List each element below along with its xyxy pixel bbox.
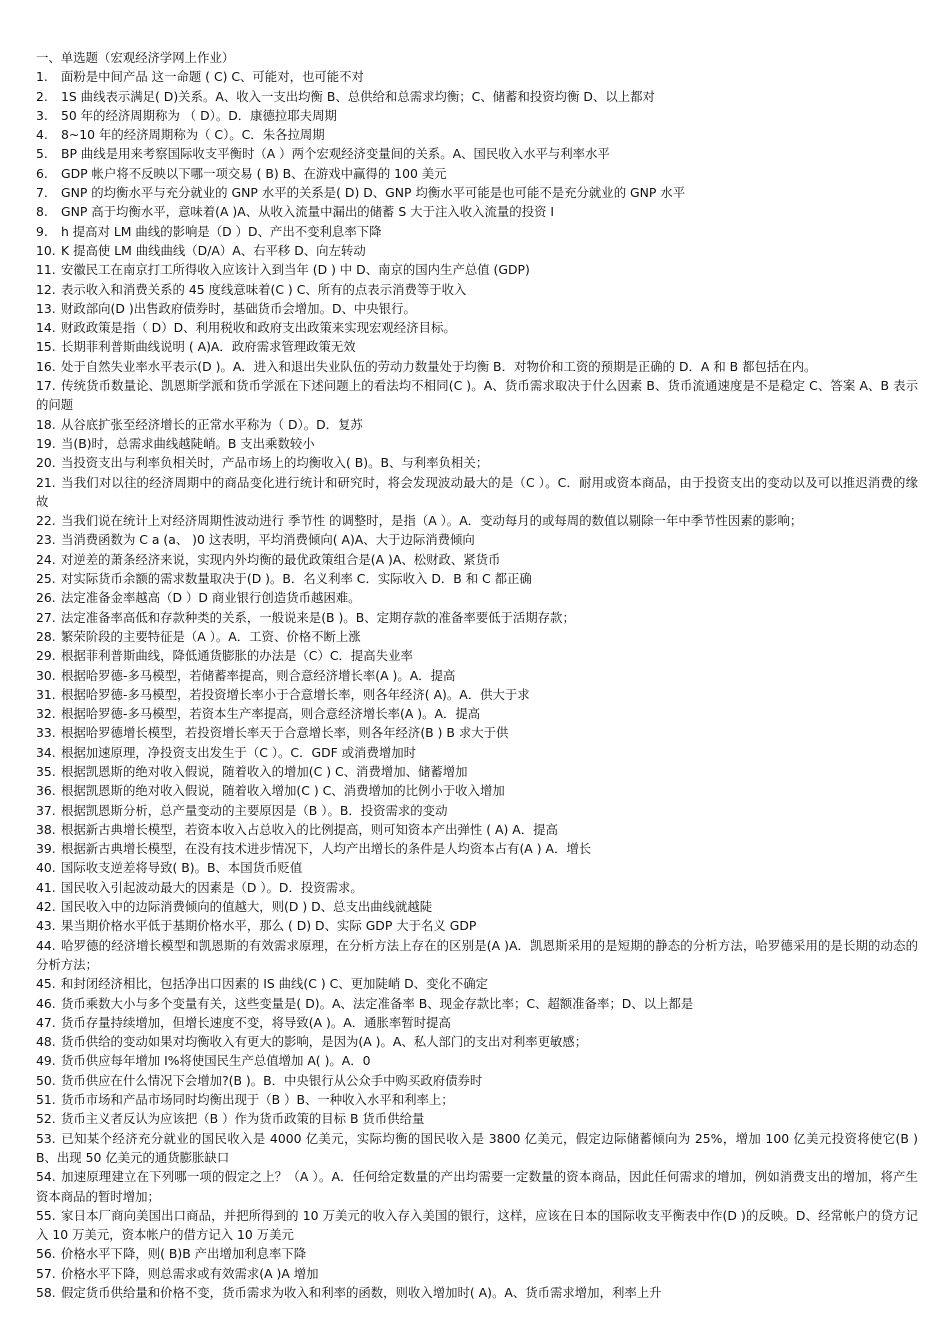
question-number: 10. xyxy=(36,242,56,258)
question-item xyxy=(36,550,918,569)
question-text: 财政部向(D )出售政府债券时，基础货币会增加。D、中央银行。 xyxy=(61,300,416,316)
question-number: 22. xyxy=(36,513,56,529)
question-list xyxy=(36,67,918,1302)
question-item xyxy=(36,897,918,916)
question-item xyxy=(36,144,918,163)
question-item xyxy=(36,241,918,260)
question-number: 46. xyxy=(36,995,56,1011)
question-number: 53. xyxy=(36,1130,56,1146)
question-text: 家日本厂商向美国出口商品，并把所得到的 10 万美元的收入存入美国的银行，这样，应该在日本的国际收支平衡表中作(D )的反映。D、经常帐户的贷方记入 10 万美元，资本帐户的借方记入 10 万美元 xyxy=(36,1207,918,1243)
question-text: 对实际货币余额的需求数量取决于(D )。B．名义利率 C．实际收入 D．B 和 C 都正确 xyxy=(61,571,532,587)
question-number: 56. xyxy=(36,1246,56,1262)
question-number: 47. xyxy=(36,1014,56,1030)
question-number: 44. xyxy=(36,937,56,953)
question-number: 2. xyxy=(36,88,48,104)
question-text: 财政政策是指（ D）D、利用税收和政府支出政策来实现宏观经济目标。 xyxy=(61,320,456,336)
question-text: h 提高对 LM 曲线的影响是（D ）D、产出不变利息率下降 xyxy=(61,223,382,239)
question-item xyxy=(36,299,918,318)
question-item xyxy=(36,202,918,221)
question-item xyxy=(36,1283,918,1302)
question-item xyxy=(36,125,918,144)
question-text: 表示收入和消费关系的 45 度线意味着(C ) C、所有的点表示消费等于收入 xyxy=(61,281,467,297)
question-text: 价格水平下降，则( B)B 产出增加利息率下降 xyxy=(61,1246,307,1262)
question-item xyxy=(36,685,918,704)
question-text: 根据哈罗德增长模型，若投资增长率天于合意增长率，则各年经济(B ) B 求大于供 xyxy=(61,725,509,741)
question-text: 和封闭经济相比，包括净出口因素的 IS 曲线(C ) C、更加陡峭 D、变化不确定 xyxy=(61,976,489,992)
question-text: 根据哈罗德-多马模型，若储蓄率提高，则合意经济增长率(A )。A．提高 xyxy=(61,667,456,683)
question-number: 39. xyxy=(36,841,56,857)
question-number: 11. xyxy=(36,262,56,278)
question-item xyxy=(36,1032,918,1051)
question-text: 安徽民工在南京打工所得收入应该计入到当年 (D ) 中 D、南京的国内生产总值 (GDP) xyxy=(61,262,530,278)
question-text: 根据凯恩斯分析，总产量变动的主要原因是（B ）。B．投资需求的变动 xyxy=(61,802,448,818)
question-item xyxy=(36,1090,918,1109)
question-item xyxy=(36,415,918,434)
question-text: 货币市场和产品市场同时均衡出现于（B ）B、一种收入水平和利率上； xyxy=(61,1092,454,1108)
question-number: 3. xyxy=(36,107,48,123)
question-text: 根据哈罗德-多马模型，若资本生产率提高，则合意经济增长率(A )。A．提高 xyxy=(61,706,481,722)
question-item xyxy=(36,723,918,742)
question-item xyxy=(36,183,918,202)
question-number: 27. xyxy=(36,609,56,625)
question-text: 当消费函数为 C a (a、 )0 这表明，平均消费倾向( A)A、大于边际消费倾向 xyxy=(61,532,475,548)
question-text: 果当期价格水平低于基期价格水平，那么 ( D) D、实际 GDP 大于名义 GDP xyxy=(61,918,477,934)
question-text: 当投资支出与利率负相关时，产品市场上的均衡收入( B)。B、与利率负相关； xyxy=(61,455,489,471)
question-number: 38. xyxy=(36,821,56,837)
question-item xyxy=(36,1109,918,1128)
question-item xyxy=(36,974,918,993)
document-page xyxy=(36,48,918,1302)
question-number: 12. xyxy=(36,281,56,297)
question-number: 28. xyxy=(36,628,56,644)
question-text: K 提高使 LM 曲线曲线（D/A）A、右平移 D、向左转动 xyxy=(61,242,366,258)
question-number: 9. xyxy=(36,223,48,239)
question-text: 国民收入中的边际消费倾向的值越大，则(D ) D、总支出曲线就越陡 xyxy=(61,899,433,915)
question-number: 24. xyxy=(36,551,56,567)
question-item xyxy=(36,608,918,627)
question-text: GDP 帐户将不反映以下哪一项交易 ( B) B、在游戏中赢得的 100 美元 xyxy=(61,165,447,181)
question-text: 假定货币供给量和价格不变，货币需求为收入和利率的函数，则收入增加时( A)。A、货币需求增加，利率上升 xyxy=(61,1285,662,1300)
question-text: 法定准备金率越高（D ）D 商业银行创造货币越困难。 xyxy=(61,590,361,606)
question-item xyxy=(36,1129,918,1168)
question-number: 17. xyxy=(36,378,56,394)
question-text: 根据菲利普斯曲线，降低通货膨胀的办法是（C）C．提高失业率 xyxy=(61,648,413,664)
question-item xyxy=(36,916,918,935)
question-number: 37. xyxy=(36,802,56,818)
question-number: 40. xyxy=(36,860,56,876)
question-item xyxy=(36,280,918,299)
question-text: GNP 高于均衡水平，意味着(A )A、从收入流量中漏出的储蓄 S 大于注入收入流量的投资 I xyxy=(61,204,555,220)
question-number: 57. xyxy=(36,1265,56,1281)
question-item xyxy=(36,453,918,472)
question-item xyxy=(36,936,918,975)
question-number: 33. xyxy=(36,725,56,741)
question-item xyxy=(36,762,918,781)
question-number: 51. xyxy=(36,1092,56,1108)
question-text: 已知某个经济充分就业的国民收入是 4000 亿美元，实际均衡的国民收入是 3800 亿美元，假定边际储蓄倾向为 25%，增加 100 亿美元投资将使它(B ) B、出现 50 亿美元的通货膨胀缺口 xyxy=(36,1130,918,1165)
question-text: 面粉是中间产品 这一命题 ( C) C、可能对，也可能不对 xyxy=(61,69,364,85)
question-item xyxy=(36,1264,918,1283)
question-text: 加速原理建立在下列哪一项的假定之上？（A ）。A．任何给定数量的产出均需要一定数量的资本商品，因此任何需求的增加，例如消费支出的增加，将产生资本商品的暂时增加； xyxy=(36,1169,918,1204)
question-text: 根据凯恩斯的绝对收入假说，随着收入增加(C ) C、消费增加的比例小于收入增加 xyxy=(61,783,505,799)
question-item xyxy=(36,434,918,453)
question-number: 32. xyxy=(36,706,56,722)
question-text: 法定准备率高低和存款种类的关系，一般说来是(B )。B、定期存款的准备率要低于活期存款； xyxy=(61,609,575,625)
question-number: 54. xyxy=(36,1169,56,1185)
question-number: 7. xyxy=(36,185,48,201)
question-item xyxy=(36,704,918,723)
question-number: 26. xyxy=(36,590,56,606)
question-number: 6. xyxy=(36,165,48,181)
question-number: 49. xyxy=(36,1053,56,1069)
question-item xyxy=(36,801,918,820)
question-item xyxy=(36,646,918,665)
question-number: 25. xyxy=(36,571,56,587)
question-text: BP 曲线是用来考察国际收支平衡时（A ）两个宏观经济变量间的关系。A、国民收入水平与利率水平 xyxy=(61,146,610,162)
question-text: 根据哈罗德-多马模型，若投资增长率小于合意增长率，则各年经济( A)。A．供大于求 xyxy=(61,686,530,702)
question-number: 4. xyxy=(36,127,48,143)
question-number: 31. xyxy=(36,686,56,702)
question-number: 16. xyxy=(36,358,56,374)
section-heading: 一、单选题（宏观经济学网上作业） xyxy=(36,50,235,65)
question-number: 14. xyxy=(36,320,56,336)
question-item xyxy=(36,473,918,512)
question-number: 1. xyxy=(36,69,48,85)
question-text: 货币供应每年增加 I%将使国民生产总值增加 A( )。A．0 xyxy=(61,1053,371,1069)
question-item xyxy=(36,1244,918,1263)
question-item xyxy=(36,1071,918,1090)
question-number: 36. xyxy=(36,783,56,799)
question-text: 繁荣阶段的主要特征是（A ）。A．工资、价格不断上涨 xyxy=(61,628,361,644)
question-item xyxy=(36,781,918,800)
question-number: 35. xyxy=(36,763,56,779)
question-text: 货币存量持续增加，但增长速度不变，将导致(A )。A．通胀率暂时提高 xyxy=(61,1014,451,1030)
question-number: 43. xyxy=(36,918,56,934)
question-text: 当(B)时，总需求曲线越陡峭。B 支出乘数较小 xyxy=(61,435,315,451)
question-number: 29. xyxy=(36,648,56,664)
question-number: 23. xyxy=(36,532,56,548)
question-number: 18. xyxy=(36,416,56,432)
question-text: 长期菲利普斯曲线说明 ( A)A．政府需求管理政策无效 xyxy=(61,339,356,355)
question-item xyxy=(36,569,918,588)
question-text: 货币供给的变动如果对均衡收入有更大的影响，是因为(A )。A、私人部门的支出对利率更敏感； xyxy=(61,1034,588,1050)
question-item xyxy=(36,376,918,415)
question-item xyxy=(36,666,918,685)
question-number: 34. xyxy=(36,744,56,760)
question-text: 根据凯恩斯的绝对收入假说，随着收入的增加(C ) C、消费增加、储蓄增加 xyxy=(61,763,468,779)
question-item xyxy=(36,530,918,549)
question-number: 55. xyxy=(36,1207,56,1223)
question-text: 哈罗德的经济增长模型和凯恩斯的有效需求原理，在分析方法上存在的区别是(A )A．凯恩斯采用的是短期的静态的分析方法，哈罗德采用的是长期的动态的分析方法； xyxy=(36,937,918,972)
question-number: 30. xyxy=(36,667,56,683)
question-item xyxy=(36,511,918,530)
question-text: 50 年的经济周期称为 （ D）。D．康德拉耶夫周期 xyxy=(61,107,337,123)
question-item xyxy=(36,588,918,607)
question-text: 对逆差的萧条经济来说，实现内外均衡的最优政策组合是(A )A、松财政、紧货币 xyxy=(61,551,501,567)
question-text: 处于自然失业率水平表示(D )。A．进入和退出失业队伍的劳动力数量处于均衡 B．对物价和工资的预期是正确的 D．A 和 B 都包括在内。 xyxy=(61,358,817,374)
question-item xyxy=(36,318,918,337)
question-text: GNP 的均衡水平与充分就业的 GNP 水平的关系是( D) D、GNP 均衡水平可能是也可能不是充分就业的 GNP 水平 xyxy=(61,185,686,201)
question-number: 19. xyxy=(36,435,56,451)
question-text: 货币主义者反认为应该把（B ）作为货币政策的目标 B 货币供给量 xyxy=(61,1111,425,1127)
question-item xyxy=(36,106,918,125)
question-text: 货币乘数大小与多个变量有关，这些变量是( D)。A、法定准备率 B、现金存款比率；C、超额准备率；D、以上都是 xyxy=(61,995,694,1011)
question-text: 根据加速原理，净投资支出发生于（C ）。C．GDF 或消费增加时 xyxy=(61,744,417,760)
question-text: 8~10 年的经济周期称为（ C）。C．朱各拉周期 xyxy=(61,127,325,143)
question-number: 41. xyxy=(36,879,56,895)
question-item xyxy=(36,839,918,858)
question-number: 15. xyxy=(36,339,56,355)
question-number: 13. xyxy=(36,300,56,316)
question-item xyxy=(36,1206,918,1245)
question-item xyxy=(36,1167,918,1206)
question-text: 货币供应在什么情况下会增加?(B )。B．中央银行从公众手中购买政府债券时 xyxy=(61,1072,483,1088)
question-item xyxy=(36,67,918,86)
question-number: 8. xyxy=(36,204,48,220)
question-text: 国际收支逆差将导致( B)。B、本国货币贬值 xyxy=(61,860,303,876)
question-text: 根据新古典增长模型，若资本收入占总收入的比例提高，则可知资本产出弹性 ( A) A．提高 xyxy=(61,821,558,837)
question-item xyxy=(36,627,918,646)
question-text: 当我们对以往的经济周期中的商品变化进行统计和研究时，将会发现波动最大的是（C ）。C．耐用或资本商品，由于投资支出的变动以及可以推迟消费的缘故 xyxy=(36,474,918,509)
question-item xyxy=(36,820,918,839)
question-item xyxy=(36,1051,918,1070)
question-text: 传统货币数量论、凯恩斯学派和货币学派在下述问题上的看法均不相同(C )。A、货币需求取决于什么因素 B、货币流通速度是不是稳定 C、答案 A、B 表示的问题 xyxy=(36,378,918,413)
question-item xyxy=(36,878,918,897)
question-text: 从谷底扩张至经济增长的正常水平称为（ D）。D．复苏 xyxy=(61,416,363,432)
question-item xyxy=(36,743,918,762)
question-text: 根据新古典增长模型，在没有技术进步情况下，人均产出增长的条件是人均资本占有(A ) A．增长 xyxy=(61,841,592,857)
question-item xyxy=(36,222,918,241)
question-number: 58. xyxy=(36,1285,56,1300)
question-item xyxy=(36,994,918,1013)
question-number: 52. xyxy=(36,1111,56,1127)
question-number: 21. xyxy=(36,474,56,490)
question-number: 48. xyxy=(36,1034,56,1050)
question-number: 50. xyxy=(36,1072,56,1088)
question-item xyxy=(36,87,918,106)
question-number: 45. xyxy=(36,976,56,992)
question-item xyxy=(36,1013,918,1032)
question-text: 当我们说在统计上对经济周期性波动进行 季节性 的调整时，是指（A ）。A．变动每月的或每周的数值以剔除一年中季节性因素的影响； xyxy=(61,513,803,529)
question-number: 20. xyxy=(36,455,56,471)
question-item xyxy=(36,337,918,356)
question-number: 5. xyxy=(36,146,48,162)
question-number: 42. xyxy=(36,899,56,915)
question-item xyxy=(36,858,918,877)
question-item xyxy=(36,164,918,183)
question-text: 国民收入引起波动最大的因素是（D ）。D．投资需求。 xyxy=(61,879,363,895)
question-item xyxy=(36,357,918,376)
question-text: 价格水平下降，则总需求或有效需求(A )A 增加 xyxy=(61,1265,319,1281)
question-item xyxy=(36,260,918,279)
question-text: 1S 曲线表示满足( D)关系。A、收入一支出均衡 B、总供给和总需求均衡；C、储蓄和投资均衡 D、以上都对 xyxy=(61,88,655,104)
